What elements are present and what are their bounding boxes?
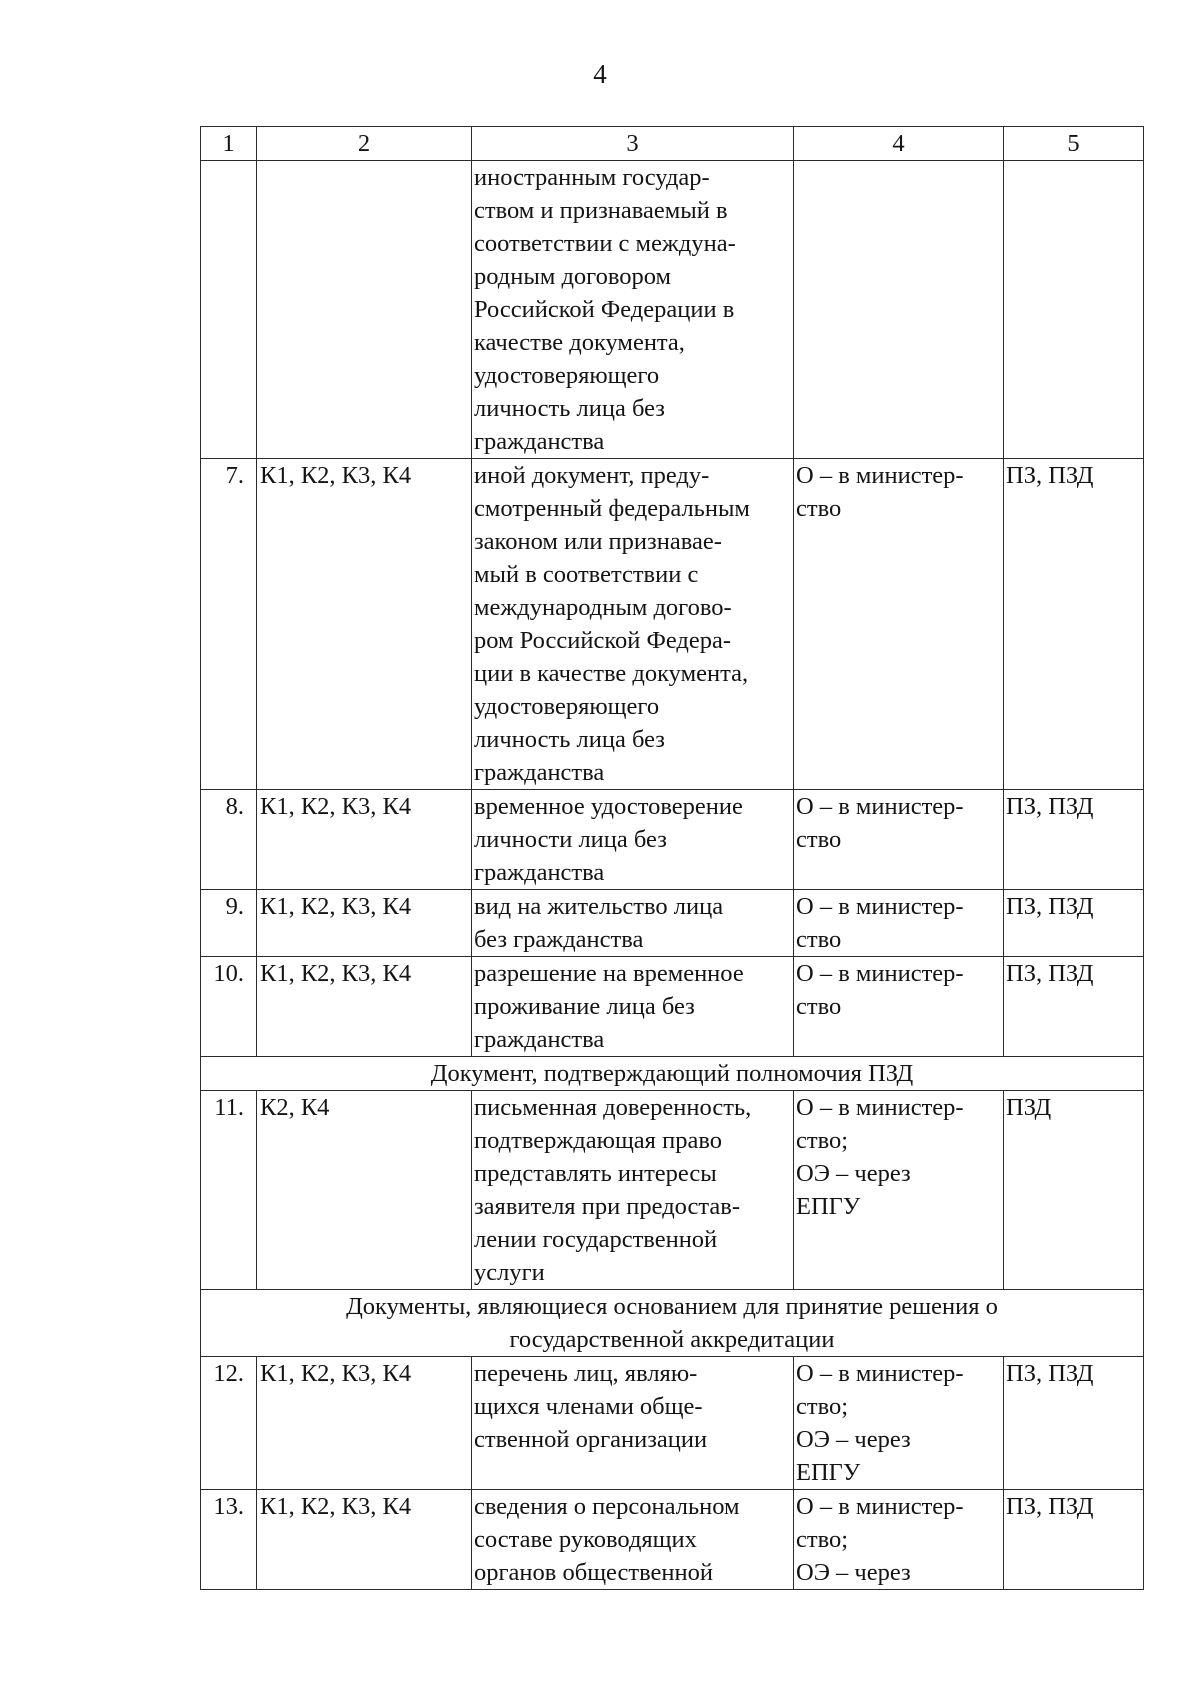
document-name xyxy=(472,1490,794,1590)
submission-method xyxy=(794,1357,1004,1490)
text-line: О – в министер- xyxy=(796,893,964,920)
text-line: ство; xyxy=(796,1127,849,1154)
submission-method xyxy=(794,957,1004,1057)
text-line: гражданства xyxy=(474,859,605,886)
table-row xyxy=(201,1091,1144,1290)
section-heading xyxy=(201,1290,1144,1357)
document-name xyxy=(472,957,794,1057)
text-line: личность лица без xyxy=(474,395,665,422)
header-row xyxy=(201,127,1144,161)
text-line: ство xyxy=(796,993,842,1020)
document-name xyxy=(472,161,794,459)
presenter: ПЗ, ПЗД xyxy=(1004,1357,1144,1490)
row-number: 9. xyxy=(201,890,257,957)
text-line: разрешение на временное xyxy=(474,960,744,987)
submission-method xyxy=(794,459,1004,790)
text-line: временное удостоверение xyxy=(474,793,743,820)
text-line: Документ, подтверждающий полномочия ПЗД xyxy=(430,1060,914,1087)
applicant-categories: К2, К4 xyxy=(257,1091,472,1290)
table-row xyxy=(201,1490,1144,1590)
applicant-categories: К1, К2, К3, К4 xyxy=(257,890,472,957)
table-row xyxy=(201,890,1144,957)
text-line: ЕПГУ xyxy=(796,1193,861,1220)
applicant-categories: К1, К2, К3, К4 xyxy=(257,790,472,890)
text-line: ственной организации xyxy=(474,1426,708,1453)
column-header-1: 1 xyxy=(201,127,257,161)
text-line: О – в министер- xyxy=(796,793,964,820)
text-line: ОЭ – через xyxy=(796,1160,911,1187)
table-row xyxy=(201,790,1144,890)
column-header-4: 4 xyxy=(794,127,1004,161)
row-number xyxy=(201,161,257,459)
text-line: заявителя при предостав- xyxy=(474,1193,741,1220)
text-line: удостоверяющего xyxy=(474,362,660,389)
submission-method xyxy=(794,1091,1004,1290)
presenter: ПЗ, ПЗД xyxy=(1004,890,1144,957)
text-line: личность лица без xyxy=(474,726,665,753)
applicant-categories xyxy=(257,161,472,459)
text-line: Российской Федерации в xyxy=(474,296,735,323)
row-number: 12. xyxy=(201,1357,257,1490)
table-row xyxy=(201,161,1144,459)
text-line: перечень лиц, являю- xyxy=(474,1360,698,1387)
text-line: О – в министер- xyxy=(796,462,964,489)
document-name xyxy=(472,1357,794,1490)
text-line: соответствии с междуна- xyxy=(474,230,736,257)
presenter: ПЗД xyxy=(1004,1091,1144,1290)
text-line: родным договором xyxy=(474,263,672,290)
text-line: мый в соответствии с xyxy=(474,561,699,588)
text-line: ство xyxy=(796,495,842,522)
submission-method xyxy=(794,790,1004,890)
presenter: ПЗ, ПЗД xyxy=(1004,790,1144,890)
applicant-categories: К1, К2, К3, К4 xyxy=(257,1490,472,1590)
text-line: лении государственной xyxy=(474,1226,718,1253)
table-row xyxy=(201,459,1144,790)
text-line: гражданства xyxy=(474,1026,605,1053)
text-line: органов общественной xyxy=(474,1559,714,1586)
text-line: гражданства xyxy=(474,759,605,786)
submission-method xyxy=(794,161,1004,459)
text-line: письменная доверенность, xyxy=(474,1094,752,1121)
presenter xyxy=(1004,161,1144,459)
document-name xyxy=(472,790,794,890)
applicant-categories: К1, К2, К3, К4 xyxy=(257,957,472,1057)
presenter: ПЗ, ПЗД xyxy=(1004,957,1144,1057)
page-number: 4 xyxy=(593,59,607,89)
row-number: 10. xyxy=(201,957,257,1057)
document-name xyxy=(472,1091,794,1290)
text-line: проживание лица без xyxy=(474,993,695,1020)
text-line: качестве документа, xyxy=(474,329,685,356)
text-line: личности лица без xyxy=(474,826,667,853)
text-line: ОЭ – через xyxy=(796,1559,911,1586)
row-number: 11. xyxy=(201,1091,257,1290)
text-line: О – в министер- xyxy=(796,960,964,987)
text-line: ции в качестве документа, xyxy=(474,660,749,687)
text-line: законом или признавае- xyxy=(474,528,722,555)
text-line: ство; xyxy=(796,1526,849,1553)
text-line: О – в министер- xyxy=(796,1094,964,1121)
text-line: иной документ, преду- xyxy=(474,462,710,489)
text-line: без гражданства xyxy=(474,926,644,953)
presenter: ПЗ, ПЗД xyxy=(1004,459,1144,790)
text-line: государственной аккредитации xyxy=(509,1326,835,1353)
text-line: ство xyxy=(796,926,842,953)
text-line: представлять интересы xyxy=(474,1160,717,1187)
text-line: ством и признаваемый в xyxy=(474,197,728,224)
text-line: ром Российской Федера- xyxy=(474,627,732,654)
row-number: 13. xyxy=(201,1490,257,1590)
text-line: подтверждающая право xyxy=(474,1127,722,1154)
text-line: ЕПГУ xyxy=(796,1459,861,1486)
document-name xyxy=(472,890,794,957)
column-header-5: 5 xyxy=(1004,127,1144,161)
text-line: ство; xyxy=(796,1393,849,1420)
table-row xyxy=(201,957,1144,1057)
submission-method xyxy=(794,1490,1004,1590)
text-line: удостоверяющего xyxy=(474,693,660,720)
text-line: смотренный федеральным xyxy=(474,495,750,522)
text-line: гражданства xyxy=(474,428,605,455)
row-number: 7. xyxy=(201,459,257,790)
text-line: О – в министер- xyxy=(796,1493,964,1520)
document-name xyxy=(472,459,794,790)
row-number: 8. xyxy=(201,790,257,890)
documents-table xyxy=(200,126,1144,1590)
presenter: ПЗ, ПЗД xyxy=(1004,1490,1144,1590)
text-line: сведения о персональном xyxy=(474,1493,740,1520)
section-row xyxy=(201,1290,1144,1357)
text-line: ОЭ – через xyxy=(796,1426,911,1453)
submission-method xyxy=(794,890,1004,957)
text-line: щихся членами обще- xyxy=(474,1393,703,1420)
applicant-categories: К1, К2, К3, К4 xyxy=(257,459,472,790)
text-line: ство xyxy=(796,826,842,853)
text-line: иностранным государ- xyxy=(474,164,710,191)
column-header-2: 2 xyxy=(257,127,472,161)
text-line: О – в министер- xyxy=(796,1360,964,1387)
section-row xyxy=(201,1057,1144,1091)
text-line: составе руководящих xyxy=(474,1526,697,1553)
table-row xyxy=(201,1357,1144,1490)
text-line: услуги xyxy=(474,1259,545,1286)
text-line: Документы, являющиеся основанием для принятие решения о xyxy=(346,1293,998,1320)
section-heading xyxy=(201,1057,1144,1091)
column-header-3: 3 xyxy=(472,127,794,161)
text-line: международным догово- xyxy=(474,594,732,621)
table-body xyxy=(201,127,1144,1590)
applicant-categories: К1, К2, К3, К4 xyxy=(257,1357,472,1490)
text-line: вид на жительство лица xyxy=(474,893,724,920)
